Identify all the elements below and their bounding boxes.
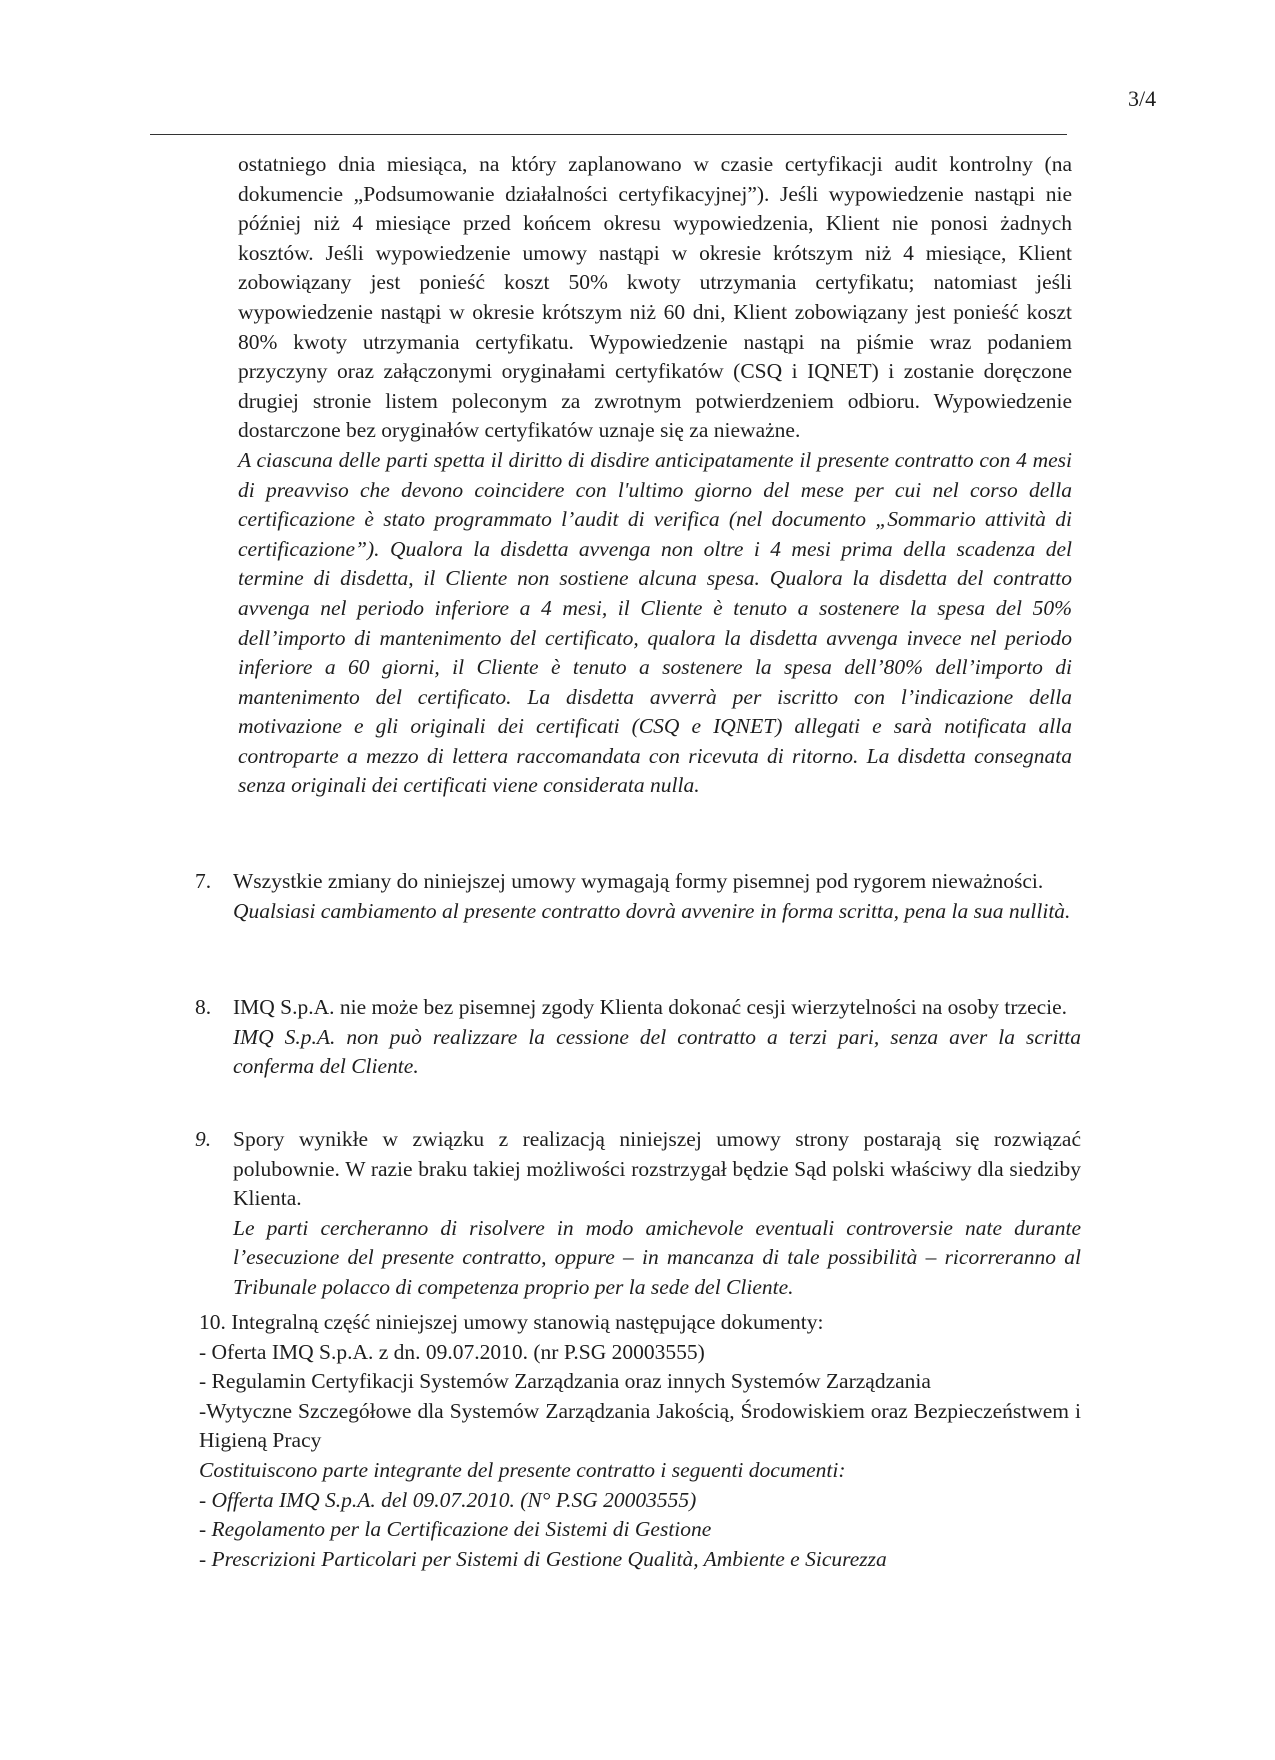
document-list-item: - Regolamento per la Certificazione dei Sistemi di Gestione — [199, 1517, 712, 1542]
clause-polish: IMQ S.p.A. nie może bez pisemnej zgody Klienta dokonać cesji wierzytelności na osoby trzecie. — [233, 995, 1068, 1019]
document-list-item: - Prescrizioni Particolari per Sistemi di Gestione Qualità, Ambiente e Sicurezza — [199, 1546, 887, 1571]
clause-number: 9. — [195, 1127, 212, 1151]
clause-10 — [199, 1308, 1081, 1574]
document-list-item: - Oferta IMQ S.p.A. z dn. 09.07.2010. (nr P.SG 20003555) — [199, 1339, 705, 1364]
clause-number: 7. — [195, 869, 212, 893]
clause-7 — [195, 867, 1081, 926]
clause-continuation — [238, 150, 1072, 801]
document-list-item: -Wytyczne Szczegółowe dla Systemów Zarządzania Jakością, Środowiskiem oraz Bezpieczeństwem i Higieną Pracy — [199, 1398, 1081, 1453]
clause-10-heading: 10. Integralną część niniejszej umowy stanowią następujące dokumenty: — [199, 1310, 824, 1334]
document-list-item: - Offerta IMQ S.p.A. del 09.07.2010. (N° P.SG 20003555) — [199, 1487, 697, 1512]
clause-10-italian-heading: Costituiscono parte integrante del presente contratto i seguenti documenti: — [199, 1457, 846, 1482]
clause-italian: IMQ S.p.A. non può realizzare la cessione del contratto a terzi pari, senza aver la scritta conferma del Cliente. — [233, 1024, 1081, 1079]
clause-italian: Le parti cercheranno di risolvere in modo amichevole eventuali controversie nate durante l’esecuzione del presente contratto, oppure – in mancanza di tale possibilità – ricorreranno al Tribunale polacco di competenza proprio per la sede del Cliente. — [233, 1215, 1081, 1299]
clause-continuation-italian: A ciascuna delle parti spetta il diritto di disdire anticipatamente il presente contratto con 4 mesi di preavviso che devono coincidere con l'ultimo giorno del mese per cui nel corso della certificazione è stato programmato l’audit di verifica (nel documento „Sommario attività di certificazione”). Qualora la disdetta avvenga non oltre i 4 mesi prima della scadenza del termine di disdetta, il Cliente non sostiene alcuna spesa. Qualora la disdetta del contratto avvenga nel periodo inferiore a 4 mesi, il Cliente è tenuto a sostenere la spesa del 50% dell’importo di mantenimento del certificato, qualora la disdetta avvenga invece nel periodo inferiore a 60 giorni, il Cliente è tenuto a sostenere la spesa dell’80% dell’importo di mantenimento del certificato. La disdetta avverrà per iscritto con l’indicazione della motivazione e gli originali dei certificati (CSQ e IQNET) allegati e sarà notificata alla controparte a mezzo di lettera raccomandata con ricevuta di ritorno. La disdetta consegnata senza originali dei certificati viene considerata nulla. — [238, 447, 1072, 798]
clause-9 — [195, 1125, 1081, 1303]
clause-number: 8. — [195, 995, 212, 1019]
clause-polish: Spory wynikłe w związku z realizacją niniejszej umowy strony postarają się rozwiązać polubownie. W razie braku takiej możliwości rozstrzygał będzie Sąd polski właściwy dla siedziby Klienta. — [233, 1127, 1081, 1211]
clause-polish: Wszystkie zmiany do niniejszej umowy wymagają formy pisemnej pod rygorem nieważności. — [233, 869, 1044, 893]
document-list-item: - Regulamin Certyfikacji Systemów Zarządzania oraz innych Systemów Zarządzania — [199, 1369, 931, 1394]
clause-continuation-polish: ostatniego dnia miesiąca, na który zaplanowano w czasie certyfikacji audit kontrolny (na dokumencie „Podsumowanie działalności certyfikacyjnej”). Jeśli wypowiedzenie nastąpi nie później niż 4 miesiące przed końcem okresu wypowiedzenia, Klient nie ponosi żadnych kosztów. Jeśli wypowiedzenie umowy nastąpi w okresie krótszym niż 4 miesiące, Klient zobowiązany jest ponieść koszt 50% kwoty utrzymania certyfikatu; natomiast jeśli wypowiedzenie nastąpi w okresie krótszym niż 60 dni, Klient zobowiązany jest ponieść koszt 80% kwoty utrzymania certyfikatu. Wypowiedzenie nastąpi na piśmie wraz podaniem przyczyny oraz załączonymi oryginałami certyfikatów (CSQ i IQNET) i zostanie doręczone drugiej stronie listem poleconym za zwrotnym potwierdzeniem odbioru. Wypowiedzenie dostarczone bez oryginałów certyfikatów uznaje się za nieważne. — [238, 152, 1072, 443]
header-rule — [150, 134, 1067, 135]
clause-italian: Qualsiasi cambiamento al presente contratto dovrà avvenire in forma scritta, pena la sua nullità. — [233, 898, 1071, 923]
clause-8 — [195, 993, 1081, 1082]
page-number: 3/4 — [1128, 86, 1157, 111]
